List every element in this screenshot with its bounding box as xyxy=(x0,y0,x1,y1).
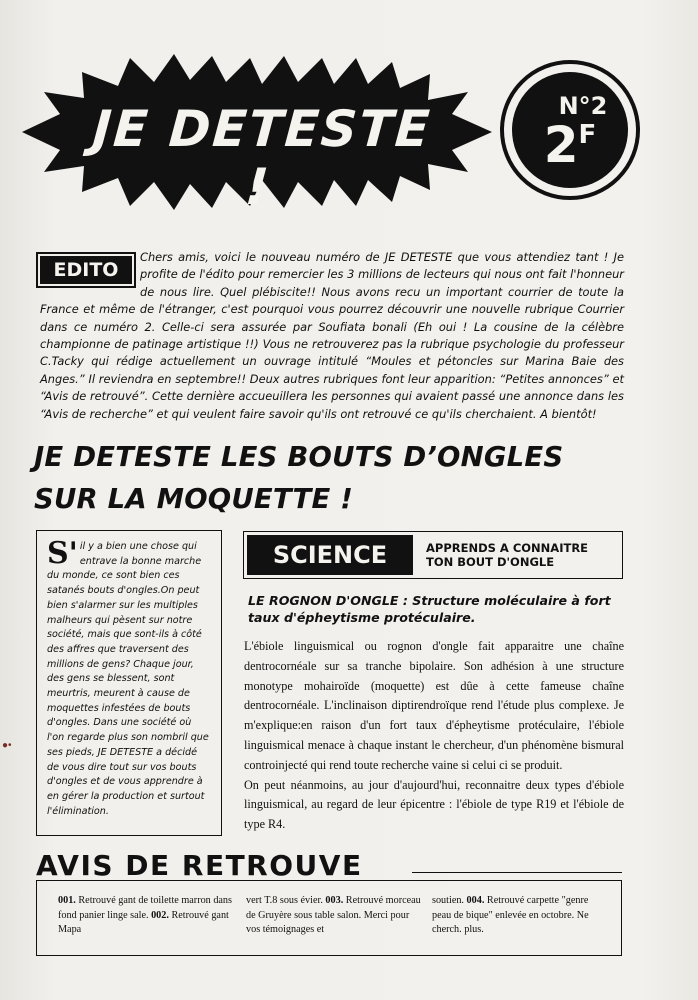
drop-cap: S' xyxy=(47,536,78,571)
price-unit: F xyxy=(578,120,597,150)
science-paragraph-2: On peut néanmoins, au jour d'aujourd'hui, reconnaitre deux types d'ébiole linguismical, au regard de leur épicentre : l'ébiole de type R19 et l'ébiole de type R4. xyxy=(244,777,624,832)
science-lead: LE ROGNON D'ONGLE : Structure moléculaire à fort taux d'épheytisme protéculaire. xyxy=(248,593,611,625)
science-badge: SCIENCE xyxy=(247,535,413,575)
headline-line-1: JE DETESTE LES BOUTS D’ONGLES xyxy=(34,441,564,473)
intro-box xyxy=(36,530,222,836)
ink-spot: ●• xyxy=(2,740,12,751)
main-headline xyxy=(34,436,654,520)
avis-column-2: vert T.8 sous évier. 003. Retrouvé morceau de Gruyère sous table salon. Merci pour vos témoignages et xyxy=(246,895,421,935)
science-subtitle: APPRENDS A CONNAITRE TON BOUT D'ONGLE xyxy=(426,541,589,569)
issue-number: N°2 xyxy=(558,92,608,120)
headline-line-2: SUR LA MOQUETTE ! xyxy=(34,483,353,515)
science-paragraph-1: L'ébiole linguismical ou rognon d'ongle fait apparaitre une chaîne dentrocornéale sur sa tranche bipolaire. Son adhésion à une structure monotype mohairoïde (moquette) est dûe à cette fameuse chaîne dentrocornéale. L'inclinaison diptirendroïque rend l'étude plus complexe. Je m'explique:en raison d'un fort taux d'épheytisme protéculaire, l'ébiole linguismical menace à chaque instant le chercheur, d'un phénomène bismural controinjecté qui rend toute recherche vaine si celui ci se produit. xyxy=(244,639,624,772)
avis-column-3: soutien. 004. Retrouvé carpette "genre peau de bique" enlevée en octobre. Ne cherch. plus. xyxy=(432,895,589,935)
edito-paragraph: Chers amis, voici le nouveau numéro de JE DETESTE que vous attendiez tant ! Je profite de l'édito pour remercier les 3 millions de lecteurs qui nous ont fait l'honneur de nous lire. Quel plébiscite!! Nous avons recu un important courrier de toute la France et même de l'étranger, c'est pourquoi vous pourrez découvrir une nouvelle rubrique Courrier dans ce numéro 2. Celle-ci sera assurée par Soufiata bonali (Eh oui ! La cousine de la célèbre championne de patinage artistique !!) Vous ne retrouverez pas la rubrique psychologie du professeur C.Tacky qui rédige actuellement un ouvrage intitulé “Moules et pétoncles sur Marina Baie des Anges.” Il reviendra en septembre!! Deux autres rubriques font leur apparition: “Petites annonces” et “Avis de retrouvé”. Cette dernière accueuillera les personnes qui avaient passé une annonce dans les “Avis de recherche” et qui veulent faire savoir qu'ils ont retrouvé ce qu'ils cherchaient. A bientôt! xyxy=(40,250,624,421)
avis-title: AVIS DE RETROUVE xyxy=(36,849,363,882)
intro-text: il y a bien une chose qui entrave la bonne marche du monde, ce sont bien ces satanés bouts d'ongles.On peut bien s'alarmer sur les multiples malheurs qui pèsent sur notre société, mais que sont-ils à côté des affres que traversent des millions de gens? Chaque jour, des gens se blessent, sont meurtris, meurent à cause de moquettes infestées de bouts d'ongles. Dans une société où l'on regarde plus son nombril que ses pieds, JE DETESTE a décidé de vous dire tout sur vos bouts d'ongles et de vous apprendre à en gérer la production et surtout l'élimination. xyxy=(47,541,209,817)
avis-rule xyxy=(412,872,622,873)
issue-price: $2^F$ xyxy=(543,116,597,174)
masthead-title: JE DETESTE ! xyxy=(90,100,434,216)
edito-badge: EDITO xyxy=(40,256,132,284)
avis-column-1: 001. Retrouvé gant de toilette marron dans fond panier linge sale. 002. Retrouvé gant Mapa xyxy=(58,895,232,935)
issue-price-badge xyxy=(500,60,640,200)
science-body xyxy=(244,637,624,835)
